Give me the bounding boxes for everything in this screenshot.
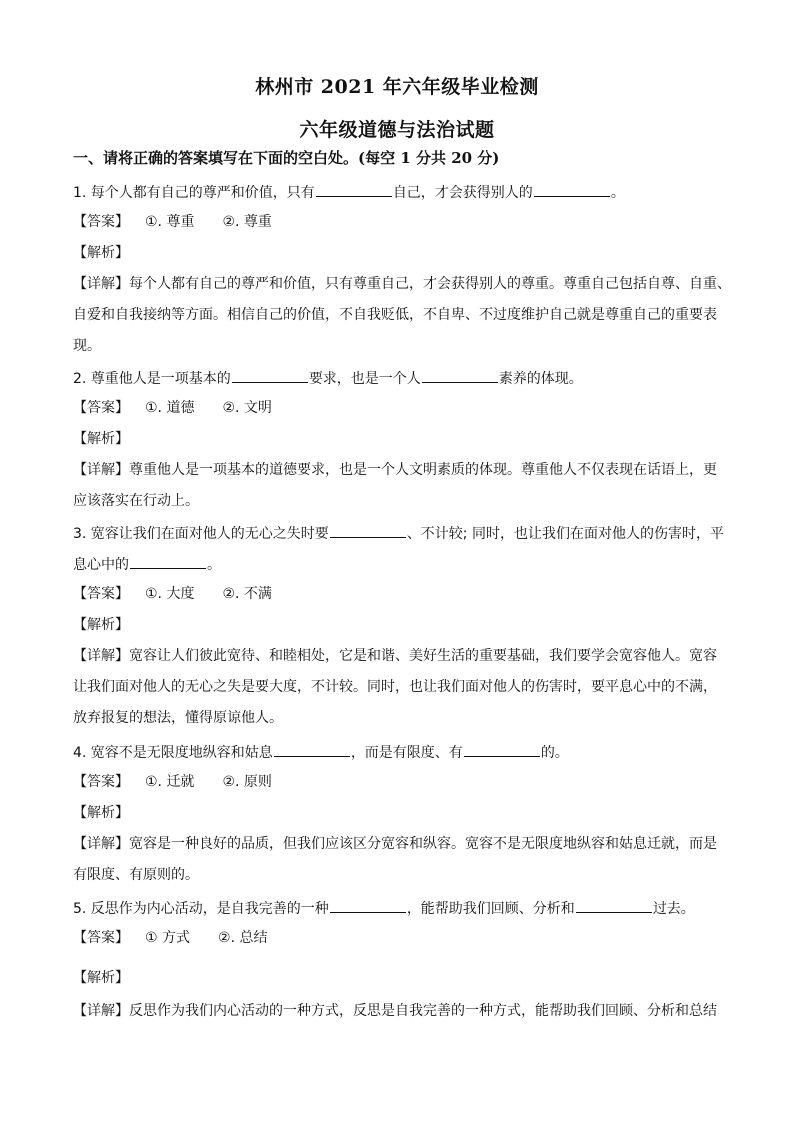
answer-1 [73,212,733,232]
question-3-line-1: 3. 宽容让我们在面对他人的无心之失时要 、不计较; 同时，也让我们在面对他人的伤害时，平 [73,522,733,544]
question-1: 1. 每个人都有自己的尊严和价值，只有 自己，才会获得别人的 。 [73,181,733,203]
answer-2 [73,398,733,418]
answer-4 [73,772,733,792]
answer-label: 【答案】 [73,400,129,416]
blank-1a [316,181,392,197]
exam-subtitle: 六年级道德与法治试题 [299,119,495,141]
answer-label: 【答案】 [73,214,129,230]
blank-5a [330,897,406,913]
question-3-line-2: 息心中的 。 [73,553,733,575]
detail-1-line-3: 现。 [73,338,101,354]
blank-4a [274,741,350,757]
section-heading: 一、请将正确的答案填写在下面的空白处。(每空 1 分共 20 分) [73,149,500,167]
blank-4b [464,741,540,757]
detail-3-line-1: 【详解】宽容让人们彼此宽待、和睦相处，它是和谐、美好生活的重要基础，我们要学会宽容他人。宽容 [73,648,717,664]
detail-5-line-1: 【详解】反思作为我们内心活动的一种方式，反思是自我完善的一种方式，能帮助我们回顾、分析和总结 [73,1003,717,1019]
answer-3 [73,584,733,604]
blank-3b [130,553,206,569]
detail-3-line-3: 放弃报复的想法，懂得原谅他人。 [73,710,283,726]
analysis-3-label: 【解析】 [73,617,129,633]
detail-3-line-2: 让我们面对他人的无心之失是要大度，不计较。同时，也让我们面对他人的伤害时，要平息心中的不满， [73,679,717,695]
blank-5b [576,897,652,913]
blank-2a [232,367,308,383]
detail-1-line-2: 自爱和自我接纳等方面。相信自己的价值，不自我贬低，不自卑、不过度维护自己就是尊重自己的重要表 [73,307,717,323]
blank-2b [422,367,498,383]
detail-4-line-1: 【详解】宽容是一种良好的品质，但我们应该区分宽容和纵容。宽容不是无限度地纵容和姑息迁就，而是 [73,836,717,852]
blank-1b [534,181,610,197]
detail-1-line-1: 【详解】每个人都有自己的尊严和价值，只有尊重自己，才会获得别人的尊重。尊重自己包括自尊、自重、 [73,276,731,292]
answer-5-item-1: ① 方式 [145,930,191,946]
answer-1-item-2: ②. 尊重 [222,214,272,230]
detail-2-line-1: 【详解】尊重他人是一项基本的道德要求，也是一个人文明素质的体现。尊重他人不仅表现在话语上，更 [73,462,717,478]
question-2: 2. 尊重他人是一项基本的 要求，也是一个人 素养的体现。 [73,367,733,389]
analysis-4-label: 【解析】 [73,805,129,821]
answer-5-item-2: ②. 总结 [218,930,268,946]
blank-3a [330,522,406,538]
detail-2-line-2: 应该落实在行动上。 [73,493,199,509]
analysis-1-label: 【解析】 [73,245,129,261]
answer-4-item-2: ②. 原则 [222,774,272,790]
detail-4-line-2: 有限度、有原则的。 [73,867,199,883]
answer-3-item-2: ②. 不满 [222,586,272,602]
answer-2-item-1: ①. 道德 [145,400,195,416]
analysis-2-label: 【解析】 [73,431,129,447]
exam-title: 林州市 2021 年六年级毕业检测 [255,76,539,98]
answer-label: 【答案】 [73,586,129,602]
question-5: 5. 反思作为内心活动，是自我完善的一种 ，能帮助我们回顾、分析和 过去。 [73,897,733,919]
answer-2-item-2: ②. 文明 [222,400,272,416]
answer-3-item-1: ①. 大度 [145,586,195,602]
question-4: 4. 宽容不是无限度地纵容和姑息 ，而是有限度、有 的。 [73,741,733,763]
answer-label: 【答案】 [73,930,129,946]
answer-1-item-1: ①. 尊重 [145,214,195,230]
answer-5 [73,928,733,948]
answer-label: 【答案】 [73,774,129,790]
answer-4-item-1: ①. 迁就 [145,774,195,790]
analysis-5-label: 【解析】 [73,970,129,986]
